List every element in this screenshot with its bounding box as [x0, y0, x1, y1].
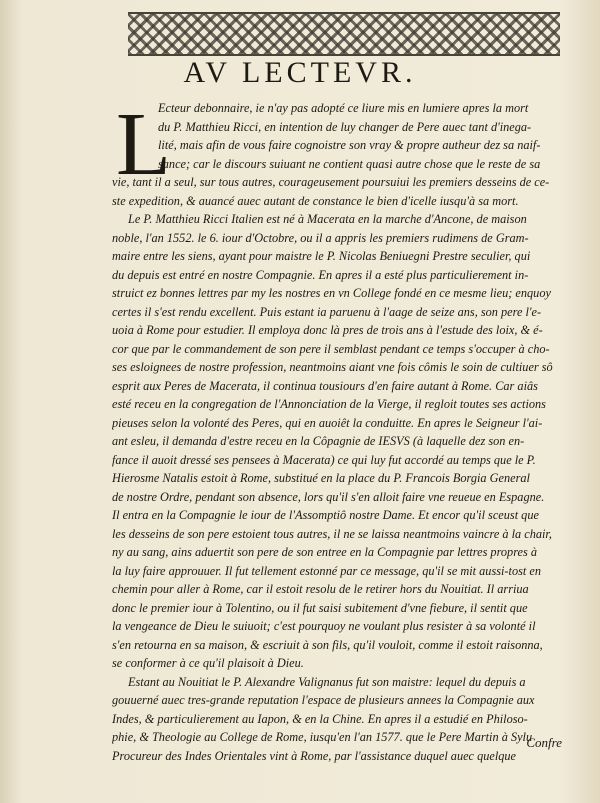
catchword: Confre [526, 735, 562, 750]
text-line: s'en retourna en sa maison, & escriuit à son fils, qu'il vouloit, comme il estoit raisonna, [112, 637, 543, 652]
text-line: sance; car le discours suiuant ne contient quasi autre chose que le reste de sa [158, 156, 541, 171]
text-line: du depuis est entré en nostre Compagnie. En apres il a esté plus particulierement in- [112, 267, 529, 282]
text-line: fance il auoit dressé ses pensees à Macerata) ce qui luy fut accordé au temps que le P. [112, 452, 536, 467]
text-line: se conformer à ce qu'il plaisoit à Dieu. [112, 656, 304, 670]
text-line: certes il s'est rendu excellent. Puis estant ia paruenu à l'aage de seize ans, son pere l'e- [112, 304, 542, 319]
text-line: de nostre Ordre, pendant son absence, lors qu'il s'en alloit faire vne reueue en Espagne. [112, 489, 545, 504]
text-line: esprit aux Peres de Macerata, il continua tousiours d'en faire autant à Rome. Car aiâs [112, 378, 538, 393]
text-line: donc le premier iour à Tolentino, ou il fut saisi subitement d'vne fiebure, il sentit que [112, 600, 528, 615]
body-text [112, 95, 568, 765]
drop-cap-initial: L [116, 95, 171, 194]
text-line: ste expedition, & auancé auec autant de constance le bien d'icelle iusqu'à sa mort. [112, 193, 519, 208]
text-line: phie, & Theologie au College de Rome, iusqu'en l'an 1577. que le Pere Martin à Sylu [112, 730, 533, 744]
text-line: uoia à Rome pour estudier. Il employa donc là pres de trois ans à l'estude des loix, & é- [112, 323, 543, 337]
text-line: les desseins de son pere estoient tous autres, il ne se laissa neantmoins vaincre à la chair, [112, 526, 552, 541]
text-line: Procureur des Indes Orientales vint à Rome, par l'assistance duquel auec quelque [112, 748, 517, 763]
text-line: lité, mais afin de vous faire cognoistre son vray & propre autheur dez sa naif- [158, 138, 541, 152]
text-line: Estant au Nouitiat le P. Alexandre Valignanus fut son maistre: lequel du depuis a [128, 674, 526, 689]
text-line: pieuses selon la volonté des Peres, qui en auoiêt la conduitte. En apres le Seigneur l'ai- [112, 415, 543, 430]
text-line: chemin pour aller à Rome, car il estoit resolu de le retirer hors du Nouitiat. Il arriua [112, 582, 529, 596]
text-line: ny au sang, ains aduertit son pere de son entree en la Compagnie par lettres propres à [112, 545, 537, 559]
text-line: Indes, & particulierement au Iapon, & en la Chine. En apres il a estudié en Philoso- [112, 711, 528, 726]
text-line: Le P. Matthieu Ricci Italien est né à Macerata en la marche d'Ancone, de maison [128, 212, 527, 226]
text-line: la luy faire approuuer. Il fut tellement estonné par ce message, qu'il se mit aussi-tost en [112, 563, 541, 578]
text-line: struict ez bonnes lettres par my les nostres en vn College fondé en ce mesme lieu; enquoy [112, 286, 551, 300]
text-line: vie, tant il a seul, sur tous autres, courageusement poursuiui les premiers desseins de ce- [112, 175, 550, 189]
page-title: AV LECTEVR. [183, 56, 417, 89]
text-line: gouuerné auec tres-grande reputation l'espace de plusieurs annees la Compagnie aux [112, 693, 535, 707]
text-line: ses esloignees de nostre profession, neantmoins aiant vne fois cômis le soin de cultiuer sô [112, 360, 553, 374]
headpiece-ornament [128, 12, 560, 56]
text-line: cor que par le commandement de son pere il semblast pendant ce temps s'occuper à cho- [112, 341, 550, 356]
text-line: Hierosme Natalis estoit à Rome, substitué en la place du P. Francois Borgia General [112, 471, 530, 485]
text-line: Il entra en la Compagnie le iour de l'Assomptiô nostre Dame. Et encor qu'il sceust que [112, 508, 539, 522]
text-line: noble, l'an 1552. le 6. iour d'Octobre, ou il a appris les premiers rudimens de Gram- [112, 230, 529, 245]
text-line: ant esleu, il demanda d'estre receu en la Côpagnie de IESVS (à laquelle dez son en- [112, 434, 525, 448]
text-line: esté receu en la congregation de l'Annonciation de la Vierge, il regloit toutes ses actions [112, 397, 546, 411]
text-line: maire entre les siens, ayant pour maistre le P. Nicolas Beniuegni Prestre seculier, qui [112, 249, 531, 263]
text-line: Ecteur debonnaire, ie n'ay pas adopté ce liure mis en lumiere apres la mort [158, 101, 529, 115]
text-line: la vengeance de Dieu le suiuoit; c'est pourquoy ne voulant plus resister à sa volonté il [112, 619, 536, 633]
text-line: du P. Matthieu Ricci, en intention de luy changer de Pere auec tant d'inega- [158, 119, 532, 134]
